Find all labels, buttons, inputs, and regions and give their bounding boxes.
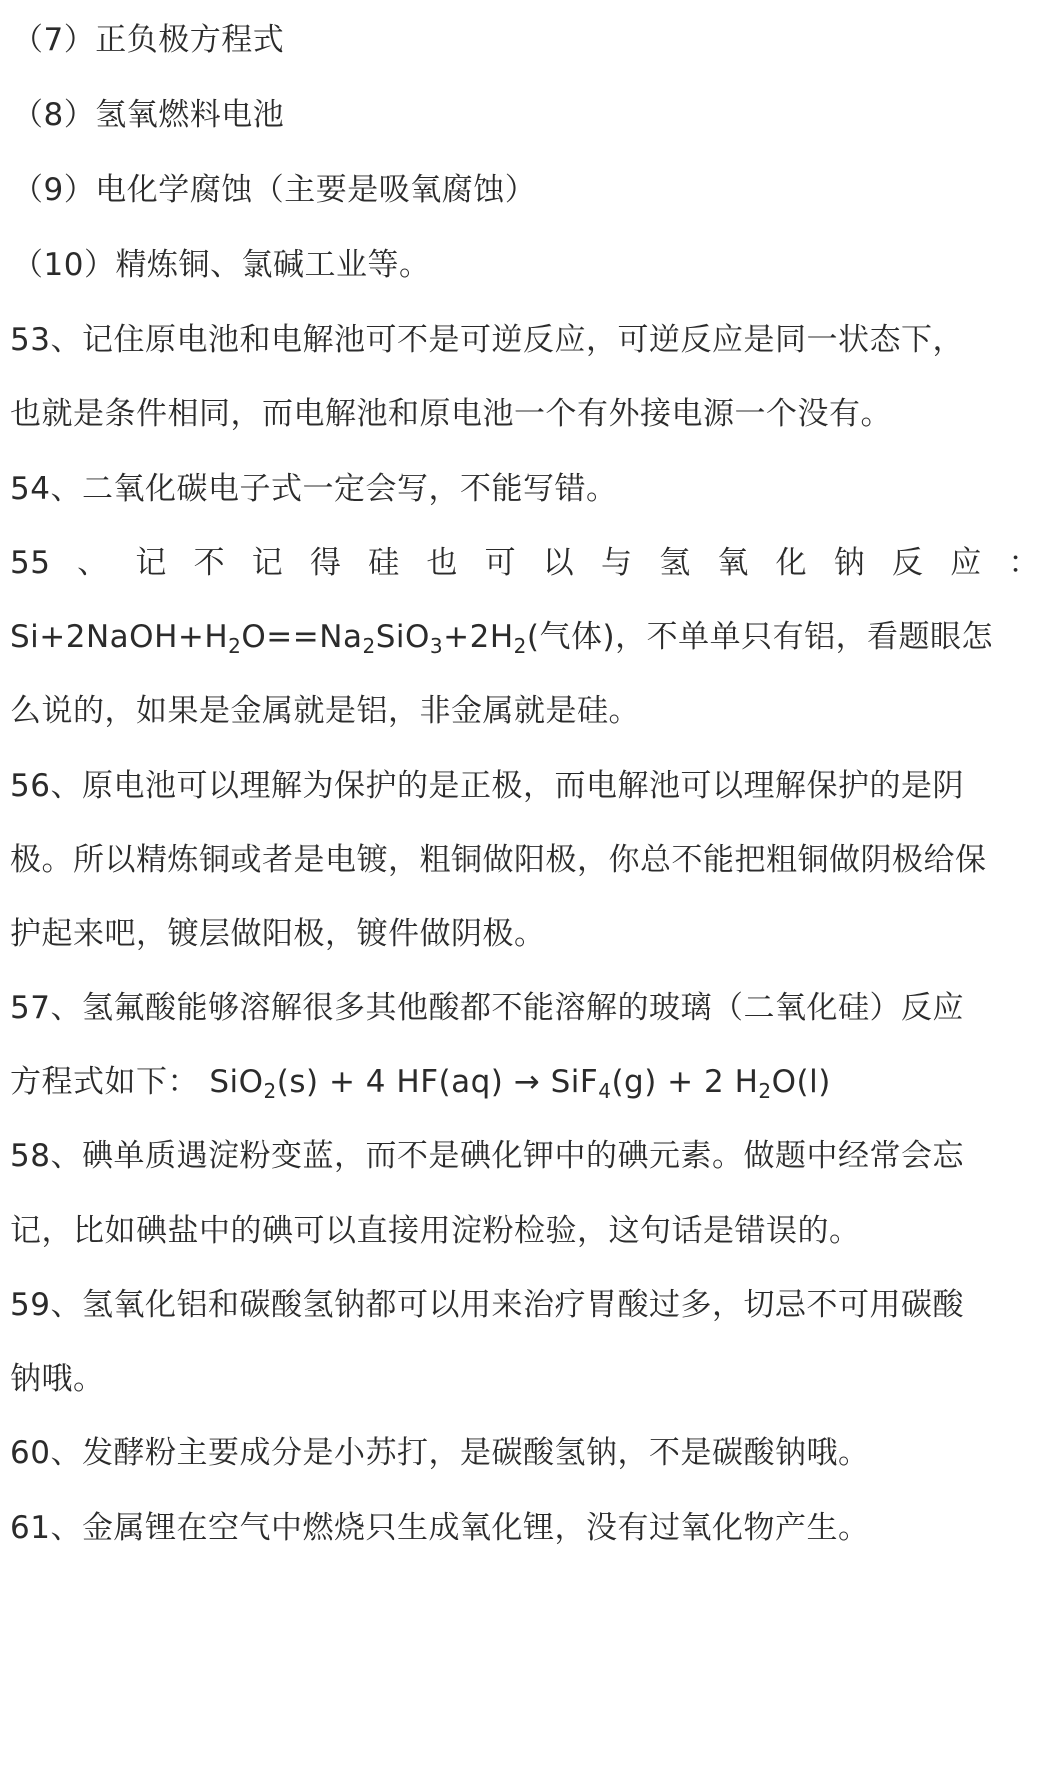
paragraph-58-line-1: 58、碘单质遇淀粉变蓝，而不是碘化钾中的碘元素。做题中经常会忘: [10, 1138, 964, 1174]
p55-token: 反: [892, 545, 924, 581]
p55-token: 以: [542, 545, 575, 581]
paragraph-56-line-2: 极。所以精炼铜或者是电镀，粗铜做阳极，你总不能把粗铜做阴极给保: [10, 842, 987, 878]
paragraph-55-line-2: [10, 617, 1050, 657]
formula-text: O==Na: [241, 619, 363, 655]
paragraph-59-line-1: 59、氢氧化铝和碳酸氢钠都可以用来治疗胃酸过多，切忌不可用碳酸: [10, 1287, 964, 1323]
p55-token: 、: [77, 545, 109, 581]
paragraph-54: 54、二氧化碳电子式一定会写，不能写错。: [10, 471, 618, 507]
list-item-8: （8）氢氧燃料电池: [12, 97, 285, 133]
p55-token: 钠: [833, 545, 866, 581]
formula-text: SiO: [375, 619, 430, 655]
p55-token: 应: [950, 545, 982, 581]
paragraph-57-line-2: [10, 1062, 1050, 1102]
formula-subscript: 2: [263, 1079, 277, 1103]
p55-token: 不: [193, 545, 226, 581]
paragraph-58-line-2: 记，比如碘盐中的碘可以直接用淀粉检验，这句话是错误的。: [10, 1213, 861, 1249]
p55-token: ：: [1008, 545, 1040, 581]
formula-subscript: 2: [758, 1079, 772, 1103]
formula-text: (g) + 2 H: [611, 1064, 759, 1100]
formula-text: O(l): [771, 1064, 831, 1100]
p55-token: 可: [484, 545, 517, 581]
paragraph-57-line-1: 57、氢氟酸能够溶解很多其他酸都不能溶解的玻璃（二氧化硅）反应: [10, 990, 964, 1026]
paragraph-56-line-3: 护起来吧，镀层做阳极，镀件做阴极。: [10, 916, 546, 952]
paragraph-55-line-3: 么说的，如果是金属就是铝，非金属就是硅。: [10, 693, 640, 729]
formula-text: 方程式如下： SiO: [10, 1064, 264, 1100]
p55-token: 记: [135, 545, 167, 581]
formula-subscript: 2: [362, 634, 376, 658]
formula-text: +2H: [443, 619, 514, 655]
formula-subscript: 3: [429, 634, 444, 658]
p55-token: 记: [251, 545, 284, 581]
formula-text: (气体)，不单单只有铝，看题眼怎: [526, 619, 994, 655]
list-item-10: （10）精炼铜、氯碱工业等。: [12, 247, 431, 283]
formula-text: Si+2NaOH+H: [10, 619, 229, 655]
p55-token: 55: [10, 545, 51, 581]
list-item-9: （9）电化学腐蚀（主要是吸氧腐蚀）: [12, 172, 537, 208]
paragraph-61: 61、金属锂在空气中燃烧只生成氧化锂，没有过氧化物产生。: [10, 1510, 870, 1546]
paragraph-53-line-2: 也就是条件相同，而电解池和原电池一个有外接电源一个没有。: [10, 396, 892, 432]
formula-subscript: 2: [228, 634, 242, 658]
paragraph-59-line-2: 钠哦。: [10, 1361, 105, 1397]
p55-token: 与: [600, 545, 633, 581]
p55-token: 硅: [368, 545, 400, 581]
p55-token: 氧: [717, 545, 749, 581]
p55-token: 得: [309, 545, 342, 581]
formula-subscript: 4: [598, 1079, 612, 1103]
formula-subscript: 2: [513, 634, 527, 658]
p55-token: 氢: [659, 545, 691, 581]
p55-token: 也: [426, 545, 458, 581]
paragraph-56-line-1: 56、原电池可以理解为保护的是正极，而电解池可以理解保护的是阴: [10, 768, 964, 804]
formula-text: (s) + 4 HF(aq) → SiF: [276, 1064, 599, 1100]
paragraph-53-line-1: 53、记住原电池和电解池可不是可逆反应，可逆反应是同一状态下，: [10, 322, 964, 358]
paragraph-55-line-1: [10, 543, 1040, 583]
paragraph-60: 60、发酵粉主要成分是小苏打，是碳酸氢钠，不是碳酸钠哦。: [10, 1435, 870, 1471]
p55-token: 化: [775, 545, 808, 581]
list-item-7: （7）正负极方程式: [12, 22, 285, 58]
